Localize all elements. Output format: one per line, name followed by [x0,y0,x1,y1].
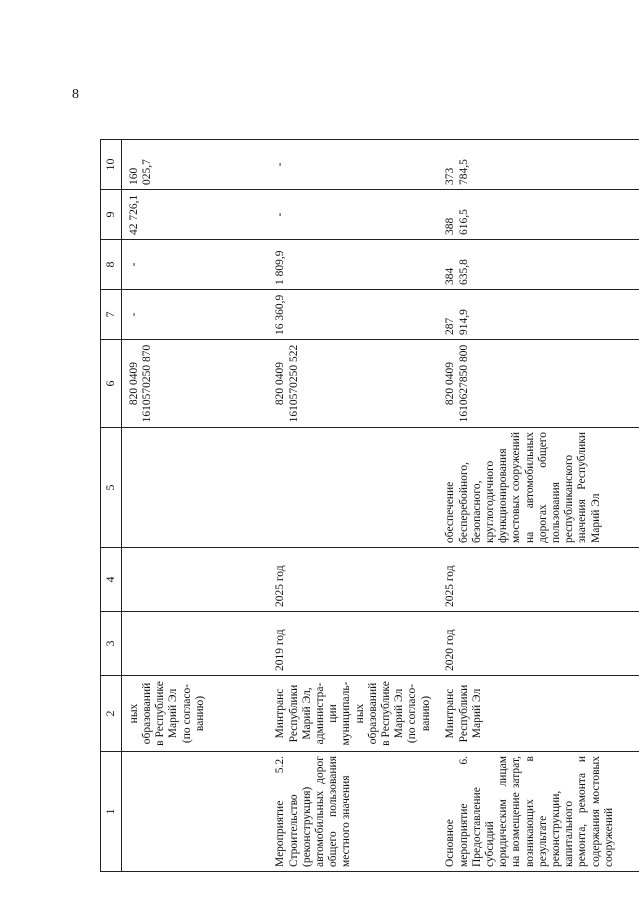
row1-v7: - [121,290,271,340]
header-row [101,140,122,872]
table-row [441,140,639,872]
row1-name [121,752,271,872]
table-row [121,140,271,872]
row3-end: 2025 год [441,548,639,612]
row3-v8: 384 635,8 [441,240,639,290]
col-header-6: 6 [101,340,122,428]
page-number: 8 [72,87,79,102]
row2-name: Мероприятие 5.2. Строительство (реконструкция) автомобильных дорог общего пользования местного значения [271,752,441,872]
row2-result [271,428,441,548]
row2-code: 820 0409 1610570250 522 [271,340,441,428]
col-header-3: 3 [101,612,122,676]
row2-start: 2019 год [271,612,441,676]
row3-executor: Минтранс Республики Марий Эл [441,676,639,752]
row2-executor: Минтранс Республики Марий Эл, администра-ции муниципаль-ных образований в Республике Марий Эл (по согласо-ванию) [271,676,441,752]
col-header-7: 7 [101,290,122,340]
row3-v7: 287 914,9 [441,290,639,340]
row3-name: Основное мероприятие 6. Предоставление субсидий юридическим лицам на возмещение затрат, возникающих в результате реконструкции, капитального ремонта, ремонта и содержания мостовых сооружений [441,752,639,872]
row3-code: 820 0409 1610627850 800 [441,340,639,428]
row2-end: 2025 год [271,548,441,612]
col-header-2: 2 [101,676,122,752]
row1-start [121,612,271,676]
row1-code: 820 0409 1610570250 870 [121,340,271,428]
row3-start: 2020 год [441,612,639,676]
row1-v9: 42 726,1 [121,190,271,240]
row3-v9: 388 616,5 [441,190,639,240]
row1-end [121,548,271,612]
row2-v10: - [271,140,441,190]
row2-v7: 16 360,9 [271,290,441,340]
col-header-1: 1 [101,752,122,872]
row3-v10: 373 784,5 [441,140,639,190]
row1-executor: ных образований в Республике Марий Эл (по согласо-ванию) [121,676,271,752]
col-header-5: 5 [101,428,122,548]
col-header-8: 8 [101,240,122,290]
row1-v10: 160 025,7 [121,140,271,190]
col-header-9: 9 [101,190,122,240]
col-header-10: 10 [101,140,122,190]
row2-v9: - [271,190,441,240]
table-row [271,140,441,872]
program-table [100,139,639,872]
col-header-4: 4 [101,548,122,612]
row3-result: обеспечение бесперебойного, безопасного, круглогодичного функционирования мостовых сооружений на автомобильных дорогах общего пользования республиканского значения Республики Марий Эл [441,428,639,548]
row2-v8: 1 809,9 [271,240,441,290]
row1-v8: - [121,240,271,290]
row1-result [121,428,271,548]
